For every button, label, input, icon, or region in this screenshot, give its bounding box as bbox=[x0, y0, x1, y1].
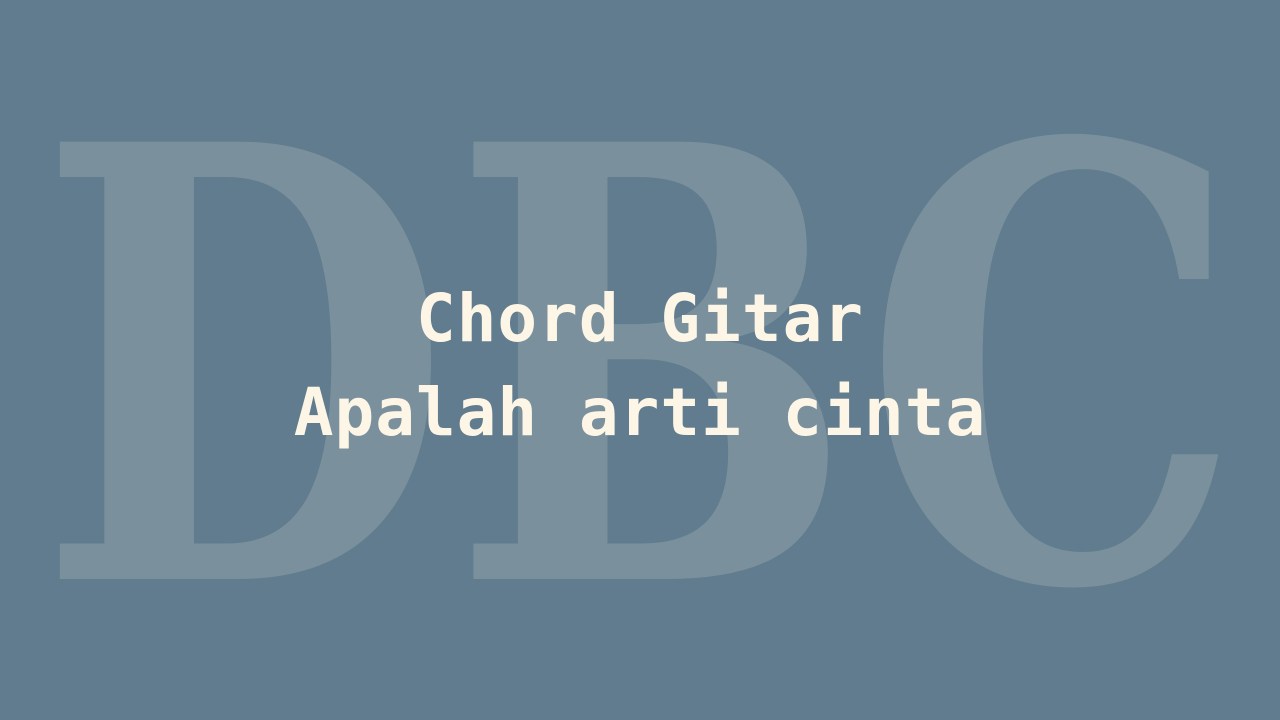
title-block bbox=[0, 272, 1280, 460]
watermark-text: DBC bbox=[37, 16, 1243, 720]
title-line-1: Chord Gitar bbox=[415, 280, 865, 357]
title-line-2: Apalah arti cinta bbox=[293, 374, 987, 451]
